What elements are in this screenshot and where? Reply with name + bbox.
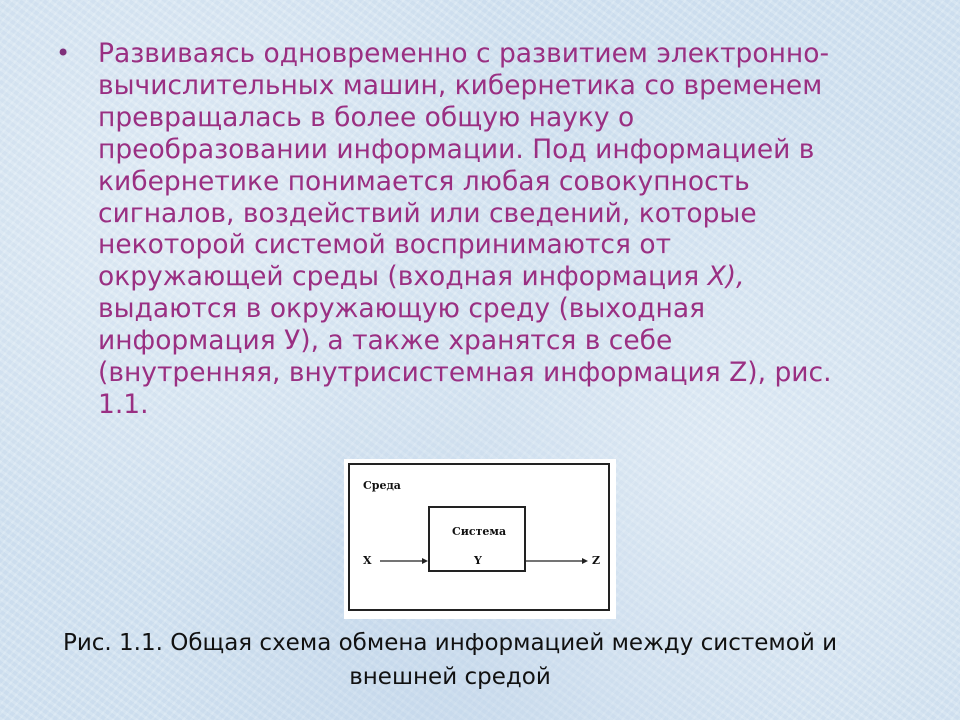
output-arrow-head [582, 558, 588, 564]
text-line: кибернетике понимается любая совокупность [98, 165, 750, 197]
text-segment: окружающей среды (входная информация [98, 261, 708, 293]
text-line: выдаются в окружающую среду (выходная [98, 293, 706, 325]
environment-label: Среда [363, 479, 401, 492]
text-line: превращалась в более общую науку о [98, 101, 635, 133]
caption-line-1: Рис. 1.1. Общая схема обмена информацией между системой и [62, 630, 838, 656]
bullet-marker: • [56, 39, 71, 67]
italic-x-label: X), [707, 261, 745, 293]
text-line: преобразовании информации. Под информацией в [98, 133, 815, 165]
paragraph-text [98, 38, 906, 421]
text-line: некоторой системой воспринимаются от [98, 229, 672, 261]
input-label: X [363, 554, 372, 567]
system-environment-diagram [344, 459, 616, 619]
output-label: Z [592, 554, 601, 567]
caption-line-2: внешней средой [349, 664, 551, 690]
text-line: вычислительных машин, кибернетика со временем [98, 69, 823, 101]
bullet-paragraph [56, 38, 906, 421]
system-label: Система [452, 525, 507, 538]
text-line: сигналов, воздействий или сведений, которые [98, 197, 757, 229]
text-line: информация У), а также хранятся в себе [98, 325, 673, 357]
text-line: Развиваясь одновременно с развитием электронно- [98, 38, 830, 69]
input-arrow-head [422, 558, 428, 564]
text-line-input-info [98, 261, 906, 293]
text-line: (внутренняя, внутрисистемная информация Z), рис. [98, 357, 832, 389]
internal-label: Y [474, 554, 482, 567]
text-line: 1.1. [98, 388, 149, 420]
figure-caption [0, 626, 900, 694]
diagram-arrows [344, 459, 616, 619]
